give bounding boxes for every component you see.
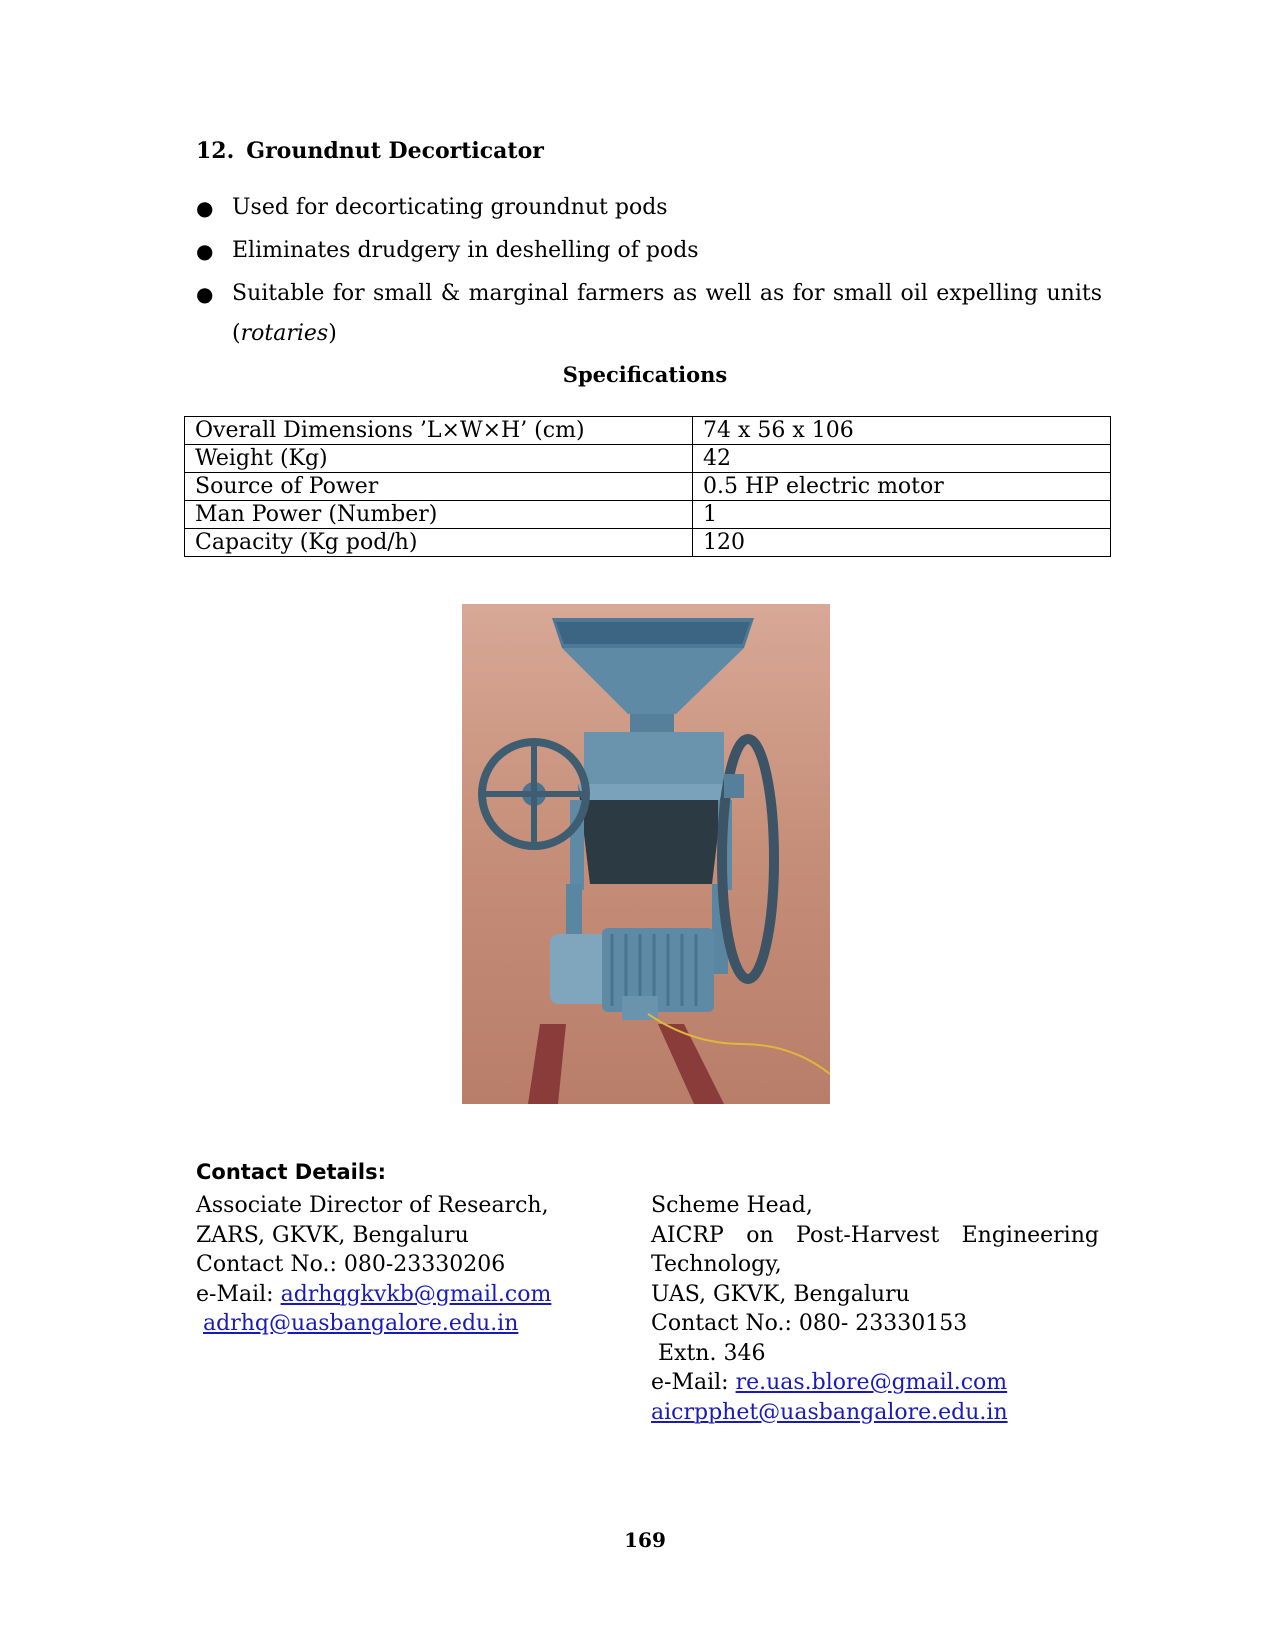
bullet-icon: ● (196, 282, 214, 306)
contact-phone: Contact No.: 080-23330206 (196, 1252, 506, 1277)
contact-right-column (651, 1191, 1099, 1427)
bullet-icon: ● (196, 239, 214, 263)
list-item: ● Used for decorticating groundnut pods (196, 188, 1102, 228)
contact-extension: Extn. 346 (658, 1340, 766, 1366)
contact-email-line: e-Mail: re.uas.blore@gmail.com (651, 1370, 1008, 1395)
decorticator-illustration (462, 604, 830, 1104)
email-link[interactable]: adrhqgkvkb@gmail.com (280, 1281, 552, 1307)
spec-value: 0.5 HP electric motor (693, 473, 1111, 501)
bullet-icon: ● (196, 196, 214, 220)
list-item: ● Suitable for small & marginal farmers as well as for small oil expelling units (rotaries) (196, 274, 1102, 354)
feature-list (196, 188, 1102, 357)
contact-line: AICRP on Post-Harvest Engineering (651, 1222, 1099, 1248)
spec-key: Man Power (Number) (185, 501, 693, 529)
contact-line: Associate Director of Research, (196, 1193, 549, 1218)
section-title: Groundnut Decorticator (246, 138, 544, 164)
contact-email-line: e-Mail: adrhqgkvkb@gmail.com (196, 1281, 552, 1307)
spec-key: Overall Dimensions ’L×W×H’ (cm) (185, 417, 693, 445)
specifications-table (184, 416, 1111, 557)
section-number: 12. (196, 138, 235, 164)
contact-details-title: Contact Details: (196, 1160, 386, 1184)
specifications-title: Specifications (562, 362, 728, 387)
spec-value: 74 x 56 x 106 (693, 417, 1111, 445)
contact-email-line (651, 1398, 1099, 1428)
italic-text: rotaries (240, 321, 329, 346)
email-link[interactable]: re.uas.blore@gmail.com (735, 1370, 1008, 1395)
email-link[interactable]: aicrpphet@uasbangalore.edu.in (651, 1399, 1008, 1425)
spec-key: Source of Power (185, 473, 693, 501)
section-heading (196, 138, 544, 164)
spec-value: 1 (693, 501, 1111, 529)
contact-line: Scheme Head, (651, 1193, 813, 1218)
spec-value: 120 (693, 529, 1111, 557)
contact-email-line (196, 1309, 596, 1339)
spec-key: Capacity (Kg pod/h) (185, 529, 693, 557)
page-number: 169 (624, 1528, 666, 1552)
contact-phone: Contact No.: 080- 23330153 (651, 1311, 968, 1336)
list-item: ● Eliminates drudgery in deshelling of pods (196, 231, 1102, 271)
email-link[interactable]: adrhq@uasbangalore.edu.in (203, 1311, 519, 1336)
contact-line: Technology, (651, 1252, 782, 1277)
contact-line: ZARS, GKVK, Bengaluru (196, 1222, 469, 1248)
table-row (185, 445, 1111, 473)
groundnut-decorticator-photo (462, 604, 830, 1104)
table-row (185, 473, 1111, 501)
table-row (185, 501, 1111, 529)
table-row (185, 417, 1111, 445)
contact-left-column (196, 1191, 596, 1339)
contact-line: UAS, GKVK, Bengaluru (651, 1281, 910, 1307)
spec-value: 42 (693, 445, 1111, 473)
spec-key: Weight (Kg) (185, 445, 693, 473)
table-row (185, 529, 1111, 557)
